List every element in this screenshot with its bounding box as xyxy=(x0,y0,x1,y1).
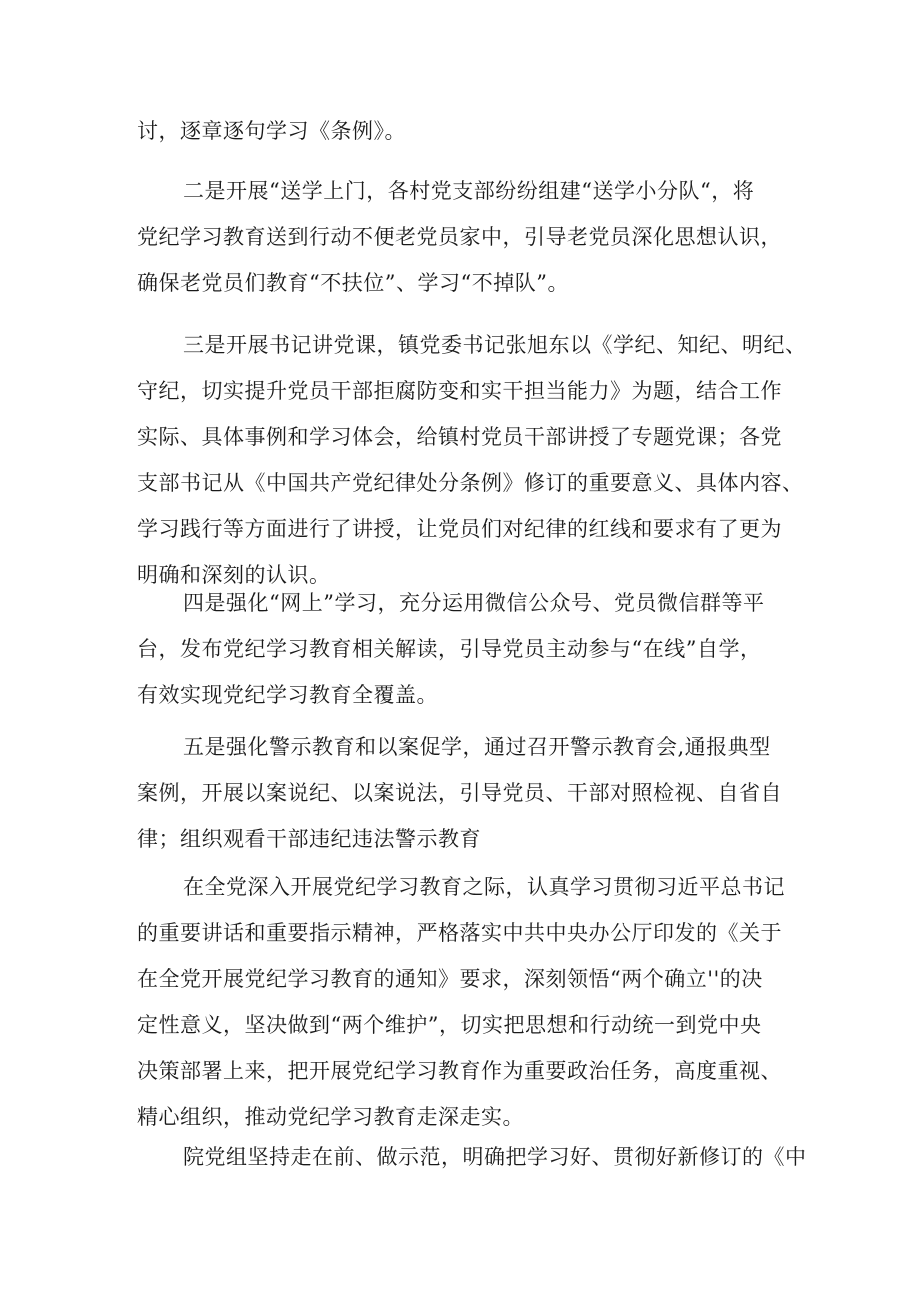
paragraph-line: 支部书记从《中国共产党纪律处分条例》修订的重要意义、具体内容、 xyxy=(137,471,804,495)
paragraph-line: 案例，开展以案说纪、以案说法，引导党员、干部对照检视、自省自 xyxy=(137,781,782,805)
paragraph-line: 三是开展书记讲党课，镇党委书记张旭东以《学纪、知纪、明纪、 xyxy=(183,333,807,357)
paragraph-line: 确保老党员们教育“不扶位”、学习“不掉队”。 xyxy=(137,271,569,295)
paragraph-line: 台，发布党纪学习教育相关解读，引导党员主动参与“在线”自学， xyxy=(137,637,762,661)
paragraph-line: 实际、具体事例和学习体会，给镇村党员干部讲授了专题党课；各党 xyxy=(137,425,782,449)
paragraph-line: 明确和深刻的认识。 xyxy=(137,563,331,587)
paragraph-0 xyxy=(137,108,797,154)
paragraph-5 xyxy=(137,864,797,1140)
paragraph-line: 在全党开展党纪学习教育的通知》要求，深刻领悟“两个确立''的决 xyxy=(137,967,763,991)
paragraph-4 xyxy=(137,724,797,862)
paragraph-line: 党纪学习教育送到行动不便老党员家中，引导老党员深化思想认识， xyxy=(137,225,782,249)
paragraph-line: 的重要讲话和重要指示精神，严格落实中共中央办公厅印发的《关于 xyxy=(137,921,782,945)
paragraph-line: 在全党深入开展党纪学习教育之际，认真学习贯彻习近平总书记 xyxy=(183,875,785,899)
paragraph-line: 精心组织，推动党纪学习教育走深走实。 xyxy=(137,1105,524,1129)
paragraph-1 xyxy=(137,168,797,306)
paragraph-line: 五是强化警示教育和以案促学，通过召开警示教育会,通报典型 xyxy=(183,735,771,759)
paragraph-line: 院党组坚持走在前、做示范，明确把学习好、贯彻好新修订的《中 xyxy=(183,1145,807,1169)
paragraph-3 xyxy=(137,580,797,718)
paragraph-line: 四是强化“网上”学习，充分运用微信公众号、党员微信群等平 xyxy=(183,591,765,615)
paragraph-line: 律；组织观看干部违纪违法警示教育 xyxy=(137,827,481,851)
paragraph-line: 学习践行等方面进行了讲授，让党员们对纪律的红线和要求有了更为 xyxy=(137,517,782,541)
paragraph-line: 守纪，切实提升党员干部拒腐防变和实干担当能力》为题，结合工作 xyxy=(137,379,782,403)
paragraph-line: 有效实现党纪学习教育全覆盖。 xyxy=(137,683,438,707)
paragraph-2 xyxy=(137,322,807,598)
paragraph-line: 二是开展“送学上门，各村党支部纷纷组建“送学小分队“，将 xyxy=(183,179,755,203)
paragraph-6 xyxy=(137,1134,807,1180)
paragraph-line: 定性意义，坚决做到“两个维护”，切实把思想和行动统一到党中央 xyxy=(137,1013,762,1037)
paragraph-line: 讨，逐章逐句学习《条例》。 xyxy=(137,119,406,143)
paragraph-line: 决策部署上来，把开展党纪学习教育作为重要政治任务，高度重视、 xyxy=(137,1059,782,1083)
